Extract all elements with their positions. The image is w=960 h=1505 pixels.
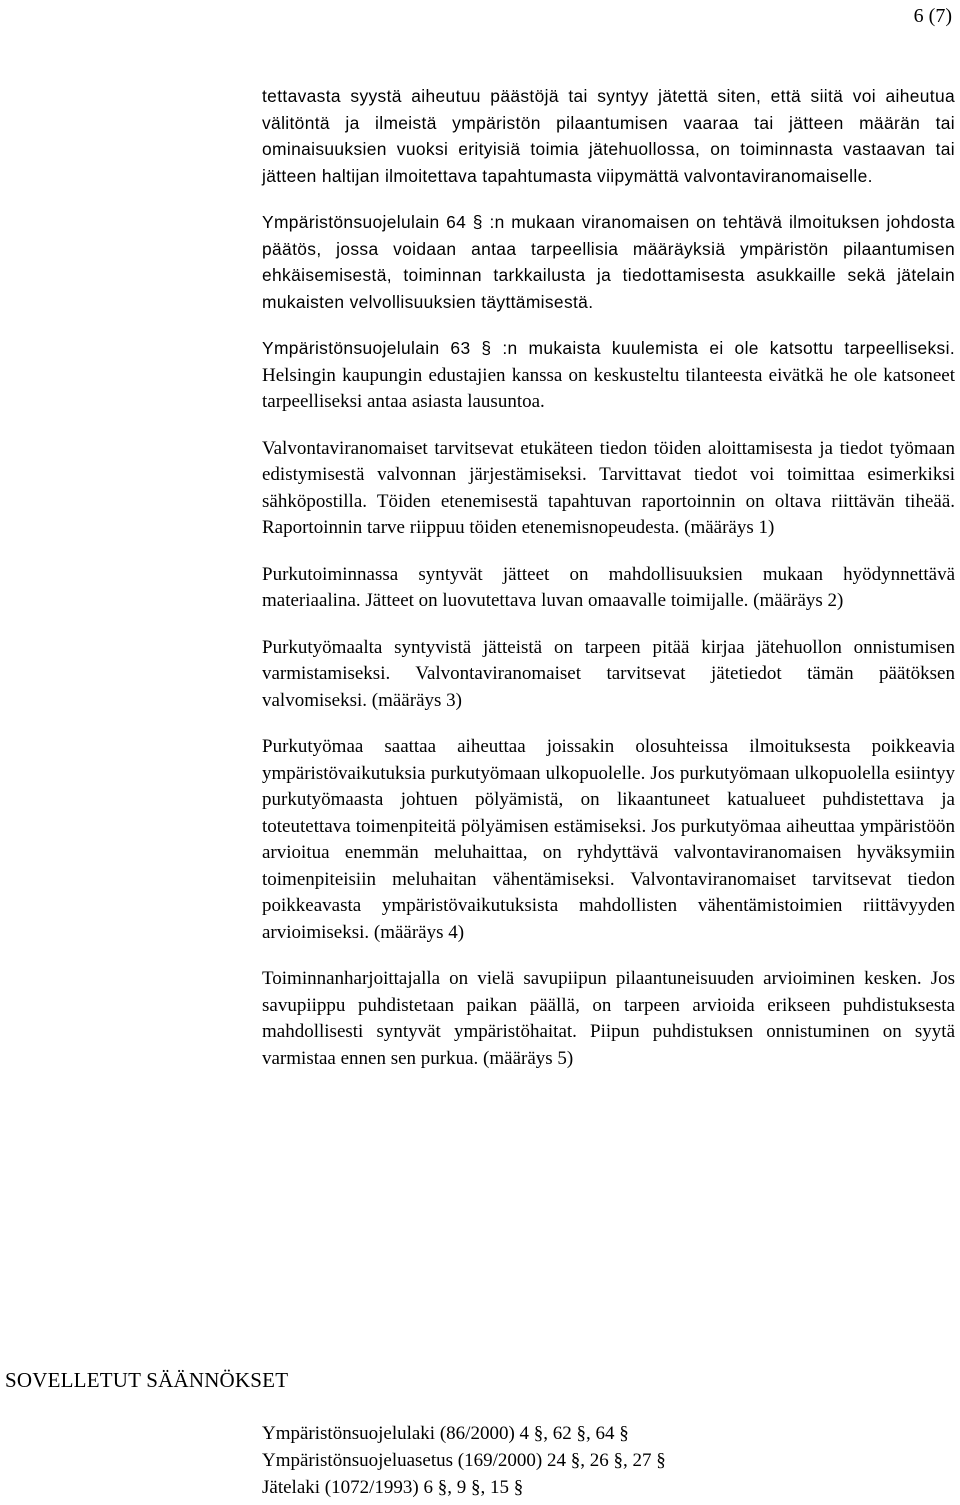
- provision-item: Jätelaki (1072/1993) 6 §, 9 §, 15 §: [262, 1477, 524, 1498]
- provision-item: Ympäristönsuojeluasetus (169/2000) 24 §, 26 §, 27 §: [262, 1450, 666, 1471]
- paragraph-section-63-sans: Ympäristönsuojelulain 63 § :n mukaista kuulemista ei ole katsottu tarpeelliseksi.: [262, 338, 955, 358]
- paragraph-section-64: Ympäristönsuojelulain 64 § :n mukaan viranomaisen on tehtävä ilmoituksen johdosta päätös, jossa voidaan antaa tarpeellisia määräyksiä ympäristön pilaantumisen ehkäisemisestä, toiminnan tarkkailusta ja tiedottamisesta asukkaille sekä jätelain mukaisten velvollisuuksien täyttämisestä.: [262, 212, 955, 312]
- paragraph-regulation-1: Valvontaviranomaiset tarvitsevat etukäteen tiedon töiden aloittamisesta ja tiedot työmaan edistymisestä valvonnan järjestämiseksi. Tarvittavat tiedot voi toimittaa esimerkiksi sähköpostilla. Töiden etenemisestä tapahtuvan raportoinnin on oltava riittävän tiheää. Raportoinnin tarve riippuu töiden etenemisnopeudesta. (määräys 1): [262, 437, 955, 538]
- decision-body: [262, 83, 955, 1092]
- paragraph-section-63-serif: Helsingin kaupungin edustajien kanssa on keskusteltu tilanteesta eivätkä he ole katsoneet tarpeelliseksi antaa asiasta lausuntoa.: [262, 364, 955, 412]
- provision-item: Ympäristönsuojelulaki (86/2000) 4 §, 62 §, 64 §: [262, 1423, 629, 1444]
- paragraph-section-63: [262, 335, 955, 416]
- paragraph-regulation-3: Purkutyömaalta syntyvistä jätteistä on tarpeen pitää kirjaa jätehuollon onnistumisen varmistamiseksi. Valvontaviranomaiset tarvitsevat jätetiedot tämän päätöksen valvomiseksi. (määräys 3): [262, 636, 955, 711]
- paragraph-regulation-5: Toiminnanharjoittajalla on vielä savupiipun pilaantuneisuuden arvioiminen kesken. Jos savupiippu puhdistetaan paikan päällä, on tarpeen arvioida erikseen puhdistuksesta mahdollisesti syntyvät ympäristöhaitat. Piipun puhdistuksen onnistuminen on syytä varmistaa ennen sen purkua. (määräys 5): [262, 968, 955, 1069]
- paragraph-reporting-obligation: tettavasta syystä aiheutuu päästöjä tai syntyy jätettä siten, että siitä voi aiheutua välitöntä ja ilmeistä ympäristön pilaantumisen vaaraa tai jätteen määrän tai ominaisuuksien vuoksi erityisiä toimia jätehuollossa, on toiminnasta vastaavan tai jätteen haltijan ilmoitettava tapahtumasta viipymättä valvontaviranomaiselle.: [262, 86, 955, 186]
- page-number: 6 (7): [913, 5, 952, 27]
- paragraph-regulation-2: Purkutoiminnassa syntyvät jätteet on mahdollisuuksien mukaan hyödynnettävä materiaalina. Jätteet on luovutettava luvan omaavalle toimijalle. (määräys 2): [262, 563, 955, 611]
- paragraph-regulation-4: Purkutyömaa saattaa aiheuttaa joissakin olosuhteissa ilmoituksesta poikkeavia ympäristövaikutuksia purkutyömaan ulkopuolelle. Jos purkutyömaan ulkopuolella esiintyy purkutyömaasta johtuen pölyämistä, on likaantuneet katualueet puhdistettava ja toteutettava toimenpiteitä pölyämisen estämiseksi. Jos purkutyömaa aiheuttaa ympäristöön arvioitua enemmän meluhaittaa, on ryhdyttävä valvontaviranomaisen hyväksymiin toimenpiteisiin meluhaitan vähentämiseksi. Valvontaviranomaiset tarvitsevat tiedon poikkeavasta ympäristövaikutuksista mahdollisten vähentämistoimien riittävyyden arvioimiseksi. (määräys 4): [262, 736, 955, 943]
- section-heading-applied-provisions: SOVELLETUT SÄÄNNÖKSET: [5, 1368, 289, 1392]
- applied-provisions-list: [262, 1420, 955, 1501]
